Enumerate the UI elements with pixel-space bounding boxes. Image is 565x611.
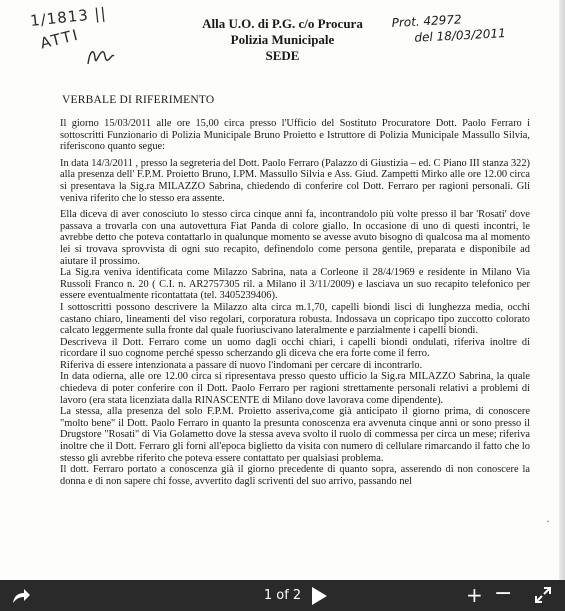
recipient-header	[0, 16, 565, 64]
current-page: 1	[263, 588, 273, 603]
viewer-toolbar	[0, 580, 565, 611]
protocol-number: Prot. 42972	[391, 12, 462, 30]
paragraph: Descriveva il Dott. Ferraro come un uomo dagli occhi chiari, i capelli biondi ondulati, riferiva inoltre di ricordare il suo cognome perché spesso scherzando gli diceva che era forte come il ferro.	[60, 336, 530, 360]
paragraph: Ella diceva di aver conosciuto lo stesso circa cinque anni fa, incontrandolo più volte presso il bar 'Rosati' dove passava a trovarla con una autovettura Fiat Panda di colore giallo. In occasione di uno di questi incontri, le avrebbe detto che poteva contattarlo in qualunque momento se avesse avuto bisogno di qualcosa ma al momento lei si trovava sprovvista di ogni suo recapito, definendolo come persona gentile, preparata e disponibile ad aiutare il prossimo.	[60, 209, 530, 267]
zoom-out-icon[interactable]: −	[494, 581, 513, 606]
paragraph: Il giorno 15/03/2011 alle ore 15,00 circa presso l'Ufficio del Sostituto Procuratore Dott. Paolo Ferraro i sottoscritti Funzionario di Polizia Municipale Bruno Proietto e Istruttore di Polizia Municipale Massullo Silvia, riferiscono quanto segue:	[60, 118, 530, 153]
header-line-3: SEDE	[265, 48, 300, 63]
protocol-date: del 18/03/2011	[414, 26, 507, 45]
paragraph: La stessa, alla presenza del solo F.P.M. Proietto asseriva,come già anticipato il giorno prima, di conoscere "molto bene" il Dott. Paolo Ferraro in quanto la presunta conoscenza era avvenuta cinque anni or sono presso il Drugstore "Rosati" di Via Golametto dove la stessa aveva svolto il ruolo di commessa per circa un mese; riferiva inoltre che il Dott. Ferraro gli fornì all'epoca biglietto da visita con numero di cellulare rimarcando il fatto che lo stesso gli avrebbe riferito che poteva essere contattato per qualsiasi problema.	[60, 406, 530, 464]
next-page-icon[interactable]	[310, 586, 328, 606]
header-line-2: Polizia Municipale	[230, 32, 335, 47]
document-body	[60, 118, 530, 487]
paragraph: Il dott. Ferraro portato a conoscenza già il giorno precedente di quanto sopra, asserendo di non conoscere la donna e di non sapere chi fosse, avvertito dagli scriventi del suo arrivo, passando nel	[60, 464, 530, 487]
paragraph: Riferiva di essere intenzionata a passare di nuovo l'indomani per cercare di incontrarlo.	[60, 359, 423, 371]
of-label: of	[276, 588, 289, 603]
page-edge	[559, 0, 565, 580]
total-pages: 2	[292, 588, 302, 603]
zoom-in-icon[interactable]: +	[466, 583, 483, 607]
fullscreen-icon[interactable]	[534, 586, 552, 604]
margin-mark: ·	[546, 514, 550, 528]
document-title: VERBALE DI RIFERIMENTO	[62, 94, 215, 106]
paragraph: La Sig.ra veniva identificata come Milazzo Sabrina, nata a Corleone il 28/4/1969 e residente in Milano Via Russoli Franco n. 20 ( C.I. n. AR2757305 ril. a Milano il 3/11/2009) e lasciava un suo recapito telefonico per essere eventualmente ricontattata (tel. 3405239406).	[60, 267, 530, 302]
handwritten-atti: ATTI	[38, 25, 82, 53]
paragraph: In data 14/3/2011 , presso la segreteria del Dott. Paolo Ferraro (Palazzo di Giustizia – ed. C Piano III stanza 322) alla presenza dell' F.P.M. Proietto Bruno, I.PM. Massullo Silvia e Ass. Giud. Zampetti Mirko alle ore 12.00 circa si presentava la Sig.ra MILAZZO Sabrina, chiedendo di conferire col Dott. Ferraro per ragioni personali. Gli veniva riferito che lo stesso era assente.	[60, 157, 530, 204]
handwritten-number: 1/1813 ||	[29, 4, 108, 30]
header-line-1: Alla U.O. di P.G. c/o Procura	[202, 16, 363, 31]
paragraph: I sottoscritti possono descrivere la Milazzo alta circa m.1,70, capelli biondi lisci di lunghezza media, occhi castano chiaro, lineamenti del viso regolari, corporatura robusta. Indossava un copricapo tipo zuccotto colorato calcato leggermente sulla fronte dal quale fuoriuscivano lateralmente e parzialmente i capelli biondi.	[60, 301, 530, 337]
paragraph: In data odierna, alle ore 12.00 circa si ripresentava presso questo ufficio la Sig.ra MILAZZO Sabrina, la quale chiedeva di poter conferire con il Dott. Paolo Ferraro per ragioni strettamente personali relativi a problemi di lavoro (era stata licenziata dalla RINASCENTE di Milano dove lavorava come dipendente).	[60, 371, 530, 406]
